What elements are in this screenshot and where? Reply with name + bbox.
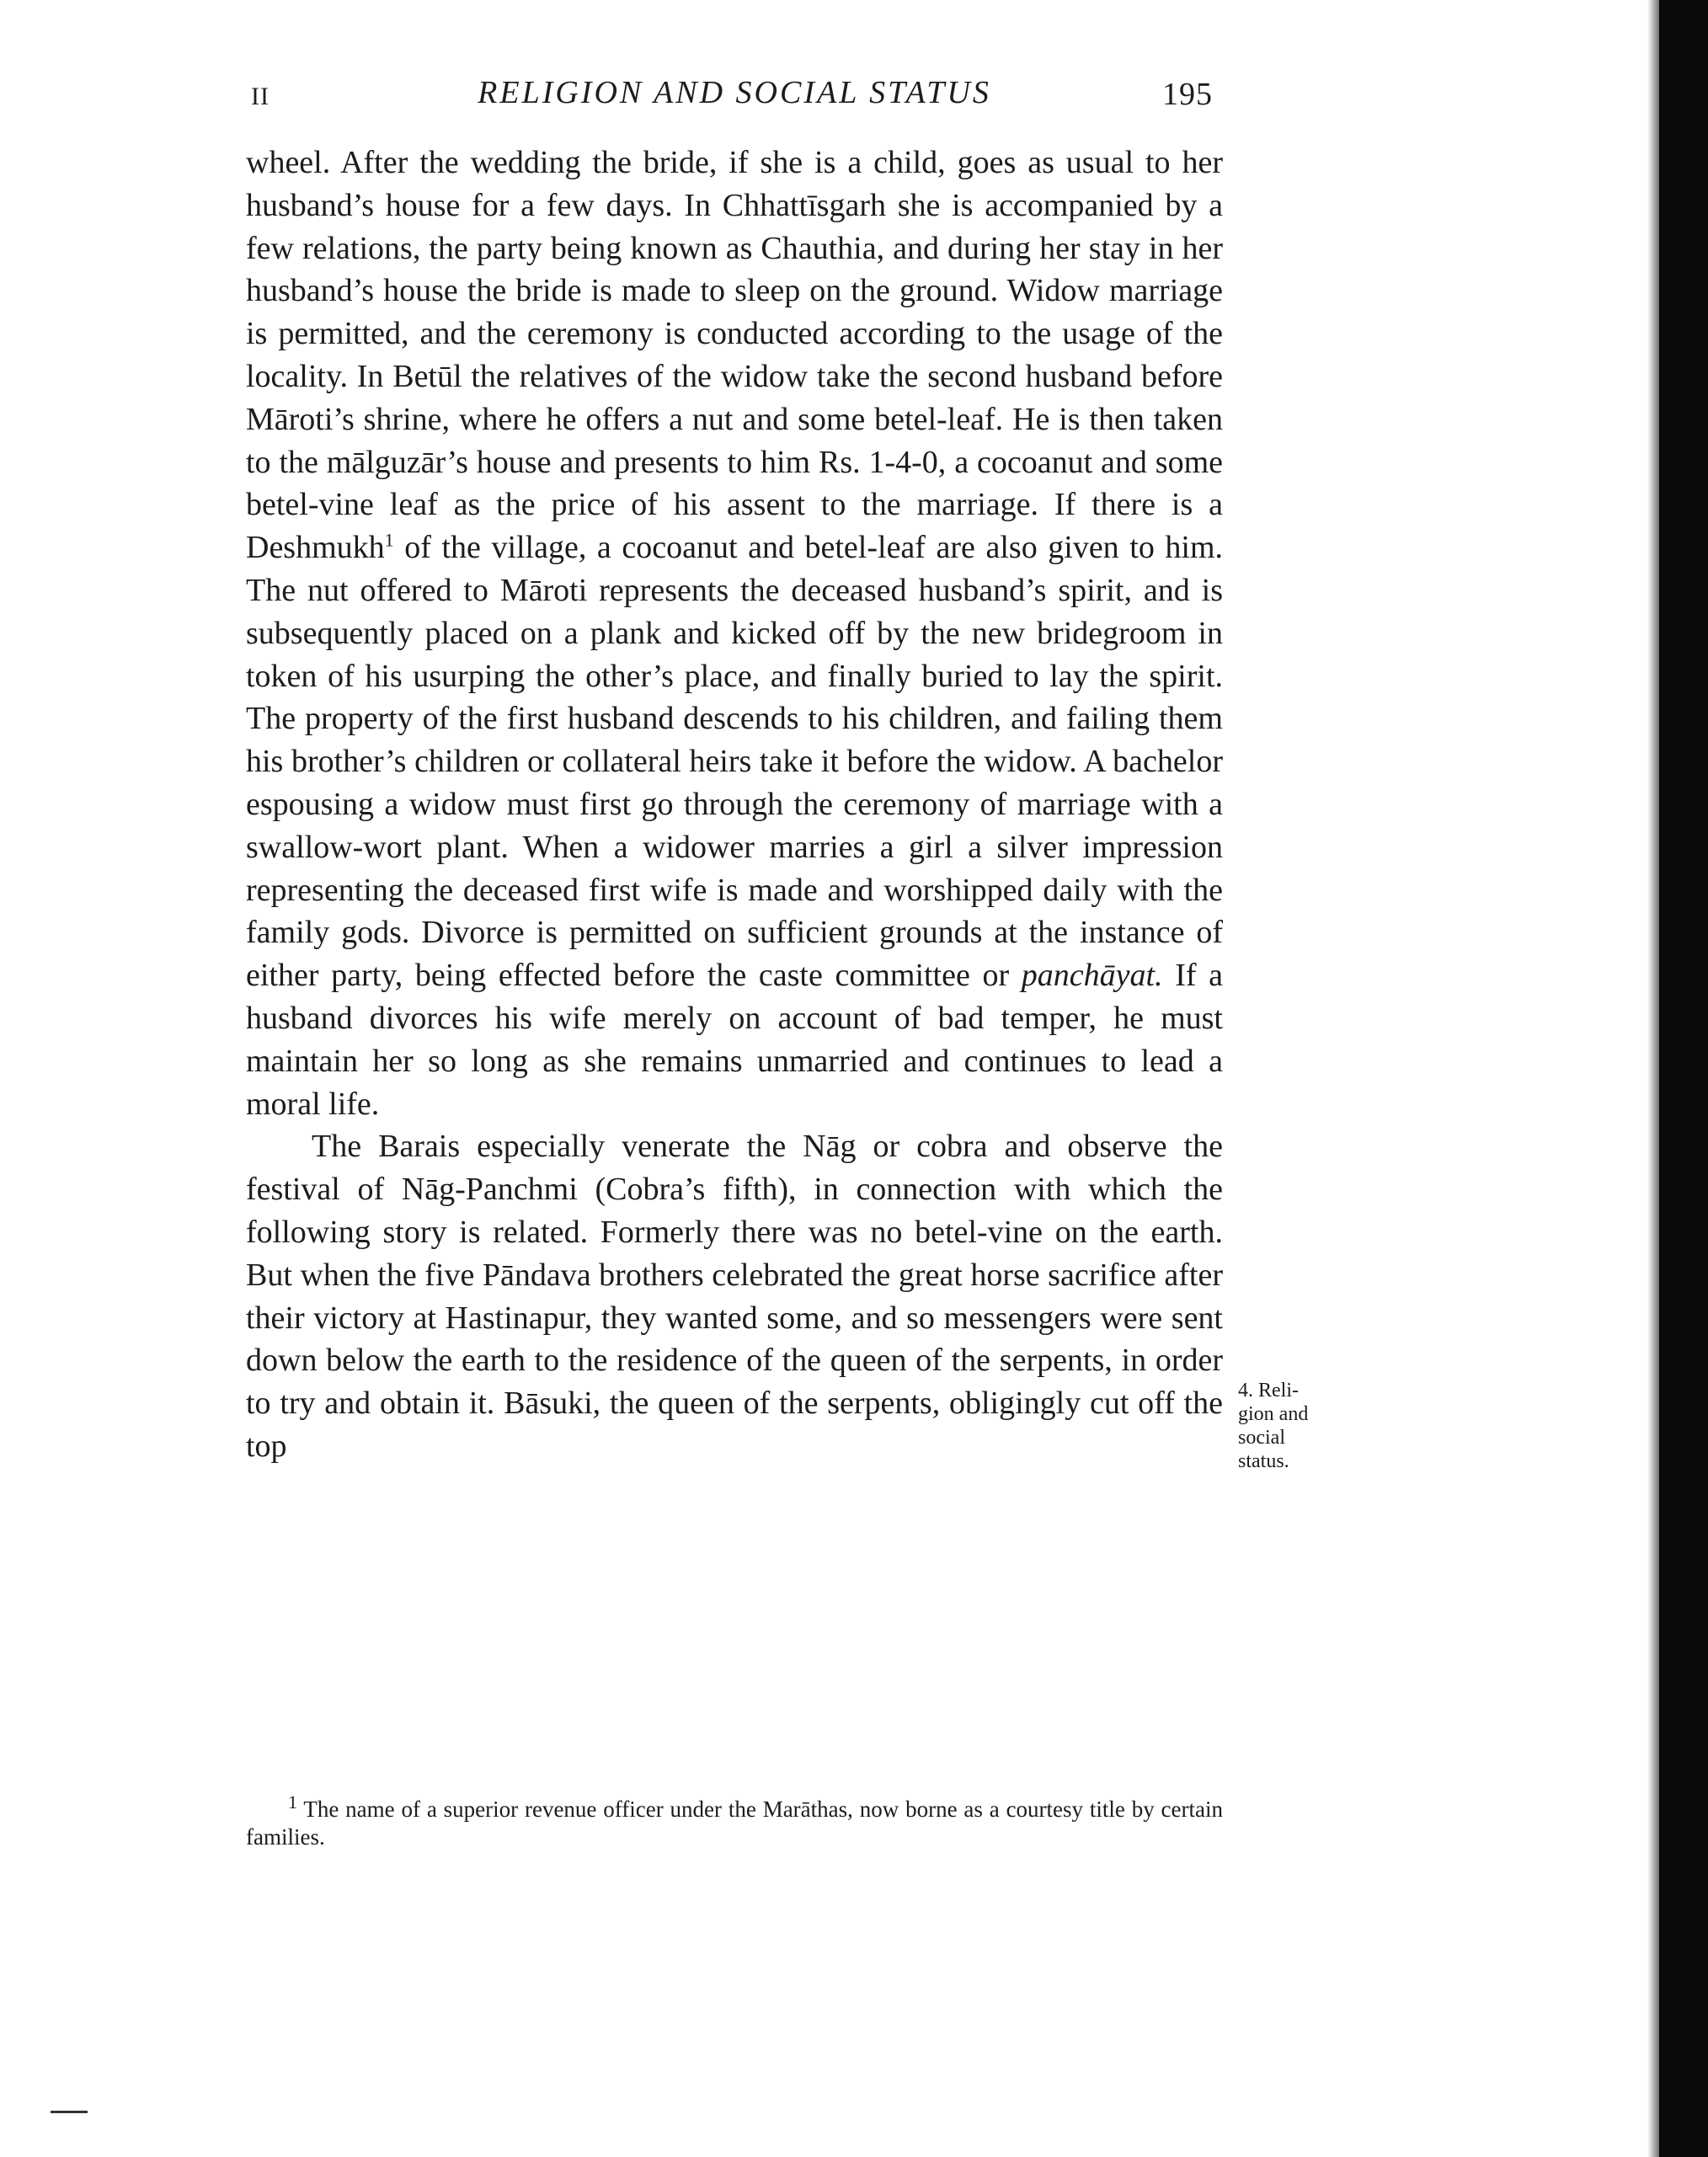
main-text (246, 141, 1223, 1468)
scan-mark (51, 2111, 88, 2113)
paragraph-text: of the village, a cocoanut and betel-leaf are also given to him. The nut offered to Māroti represents the deceased husband’s spirit, and is subsequently placed on a plank and kicked off by the new bridegroom in token of his usurping the other’s place, and finally buried to lay the spirit. The property of the first husband descends to his children, and failing them his brother’s children or collateral heirs take it before the widow. A bachelor espousing a widow must first go through the ceremony of marriage with a swallow-wort plant. When a widower marries a girl a silver impression representing the deceased first wife is made and worshipped daily with the family gods. Divorce is permitted on sufficient grounds at the instance of either party, being effected before the caste committee or (246, 530, 1223, 994)
marginal-note-line: status. (1238, 1450, 1289, 1472)
paragraph-religion: The Barais especially venerate the Nāg or cobra and observe the festival of Nāg-Panchmi (Cobra’s fifth), in connection with which the following story is related. Formerly there was no betel-vine on the earth. But when the five Pāndava brothers celebrated the great horse sacrifice after their victory at Hastinapur, they wanted some, and so messengers were sent down below the earth to the residence of the queen of the serpents, in order to try and obtain it. Bāsuki, the queen of the serpents, obligingly cut off the top (246, 1129, 1223, 1464)
italic-term: panchāyat. (1021, 958, 1163, 994)
footnote-marker: 1 (288, 1791, 297, 1813)
running-title: RELIGION AND SOCIAL STATUS (478, 75, 991, 110)
scan-shadow (1647, 0, 1659, 2157)
marginal-note-line: gion and (1238, 1403, 1309, 1425)
footnote-reference: 1 (384, 529, 394, 551)
chapter-number: II (251, 83, 270, 110)
page-number: 195 (1162, 77, 1213, 112)
marginal-note-line: social (1238, 1427, 1285, 1449)
paragraph-text: wheel. After the wedding the bride, if she is a child, goes as usual to her husband’s house for a few days. In Chhattīsgarh she is accompanied by a few relations, the party being known as Chauthia, and during her stay in her husband’s house the bride is made to sleep on the ground. Widow marriage is permitted, and the ceremony is conducted according to the usage of the locality. In Betūl the relatives of the widow take the second husband before Māroti’s shrine, where he offers a nut and some betel-leaf. He is then taken to the mālguzār’s house and presents to him Rs. 1-4-0, a cocoanut and some betel-vine leaf as the price of his assent to the marriage. If there is a Deshmukh (246, 145, 1223, 566)
footnote-text: The name of a superior revenue officer under the Marāthas, now borne as a courtesy title by certain families. (246, 1797, 1223, 1850)
footnote (246, 1791, 1223, 1851)
scan-edge (1659, 0, 1708, 2157)
marginal-note (1238, 1379, 1364, 1473)
running-head (246, 74, 1223, 125)
paragraph-marriage (246, 141, 1223, 1125)
marginal-note-line: 4. Reli- (1238, 1380, 1299, 1402)
paragraph-text: If a husband divorces his wife merely on account of bad temper, he must maintain her so long as she remains unmarried and continues to lead a moral life. (246, 958, 1223, 1122)
